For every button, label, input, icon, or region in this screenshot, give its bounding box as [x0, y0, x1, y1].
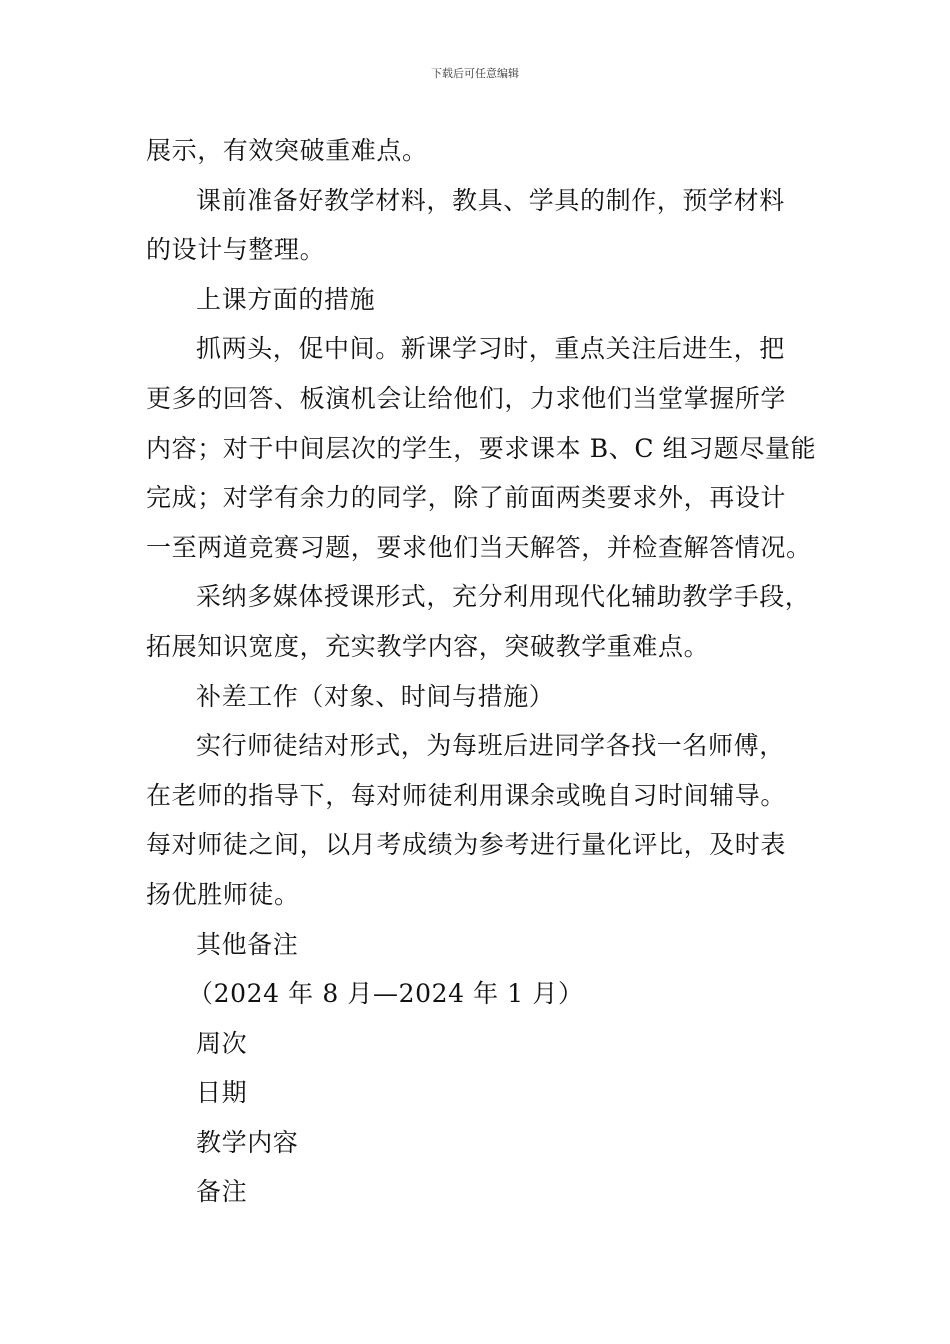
text-line: 完成；对学有余力的同学，除了前面两类要求外，再设计: [146, 483, 787, 513]
paragraph-1: [146, 126, 810, 176]
text-line: 采纳多媒体授课形式，充分利用现代化辅助教学手段，: [196, 582, 811, 612]
text-line: 周次: [196, 1028, 248, 1058]
paragraph-4: [146, 324, 817, 572]
text-line: 其他备注: [196, 929, 299, 959]
text-line: 课前准备好教学材料，教具、学具的制作，预学材料: [196, 185, 785, 215]
text-line: 实行师徒结对形式，为每班后进同学各找一名师傅，: [196, 731, 785, 761]
text-line: 补差工作（对象、时间与措施）: [196, 681, 555, 711]
section-heading-class-measures: [146, 275, 810, 325]
text-line: 拓展知识宽度，充实教学内容，突破教学重难点。: [146, 631, 710, 661]
text-line: 教学内容: [196, 1127, 299, 1157]
table-header-week: [146, 1019, 810, 1069]
section-heading-remedial-work: [146, 672, 810, 722]
text-line: 内容；对于中间层次的学生，要求课本 B、C 组习题尽量能: [146, 433, 817, 463]
text-line: 扬优胜师徒。: [146, 879, 300, 909]
text-line: 上课方面的措施: [196, 284, 376, 314]
text-line: 抓两头，促中间。新课学习时，重点关注后进生，把: [196, 334, 785, 364]
page-header: 下载后可任意编辑: [431, 67, 519, 80]
document-body: [146, 126, 817, 1217]
paragraph-7: [146, 721, 810, 919]
text-line: 每对师徒之间，以月考成绩为参考进行量化评比，及时表: [146, 830, 787, 860]
table-header-date: [146, 1068, 810, 1118]
table-header-content: [146, 1118, 810, 1168]
text-line: 在老师的指导下，每对师徒利用课余或晚自习时间辅导。: [146, 780, 787, 810]
table-header-notes: [146, 1167, 810, 1217]
text-line: 的设计与整理。: [146, 235, 326, 265]
paragraph-5: [146, 572, 810, 671]
section-heading-other-notes: [146, 920, 810, 970]
text-line: （2024 年 8 月—2024 年 1 月）: [188, 979, 584, 1009]
paragraph-2: [146, 176, 810, 275]
text-line: 展示，有效突破重难点。: [146, 136, 428, 165]
text-line: 备注: [196, 1177, 248, 1207]
text-line: 一至两道竞赛习题，要求他们当天解答，并检查解答情况。: [146, 532, 812, 562]
date-range: [146, 969, 810, 1019]
text-line: 更多的回答、板演机会让给他们，力求他们当堂掌握所学: [146, 383, 787, 413]
text-line: 日期: [196, 1078, 248, 1108]
